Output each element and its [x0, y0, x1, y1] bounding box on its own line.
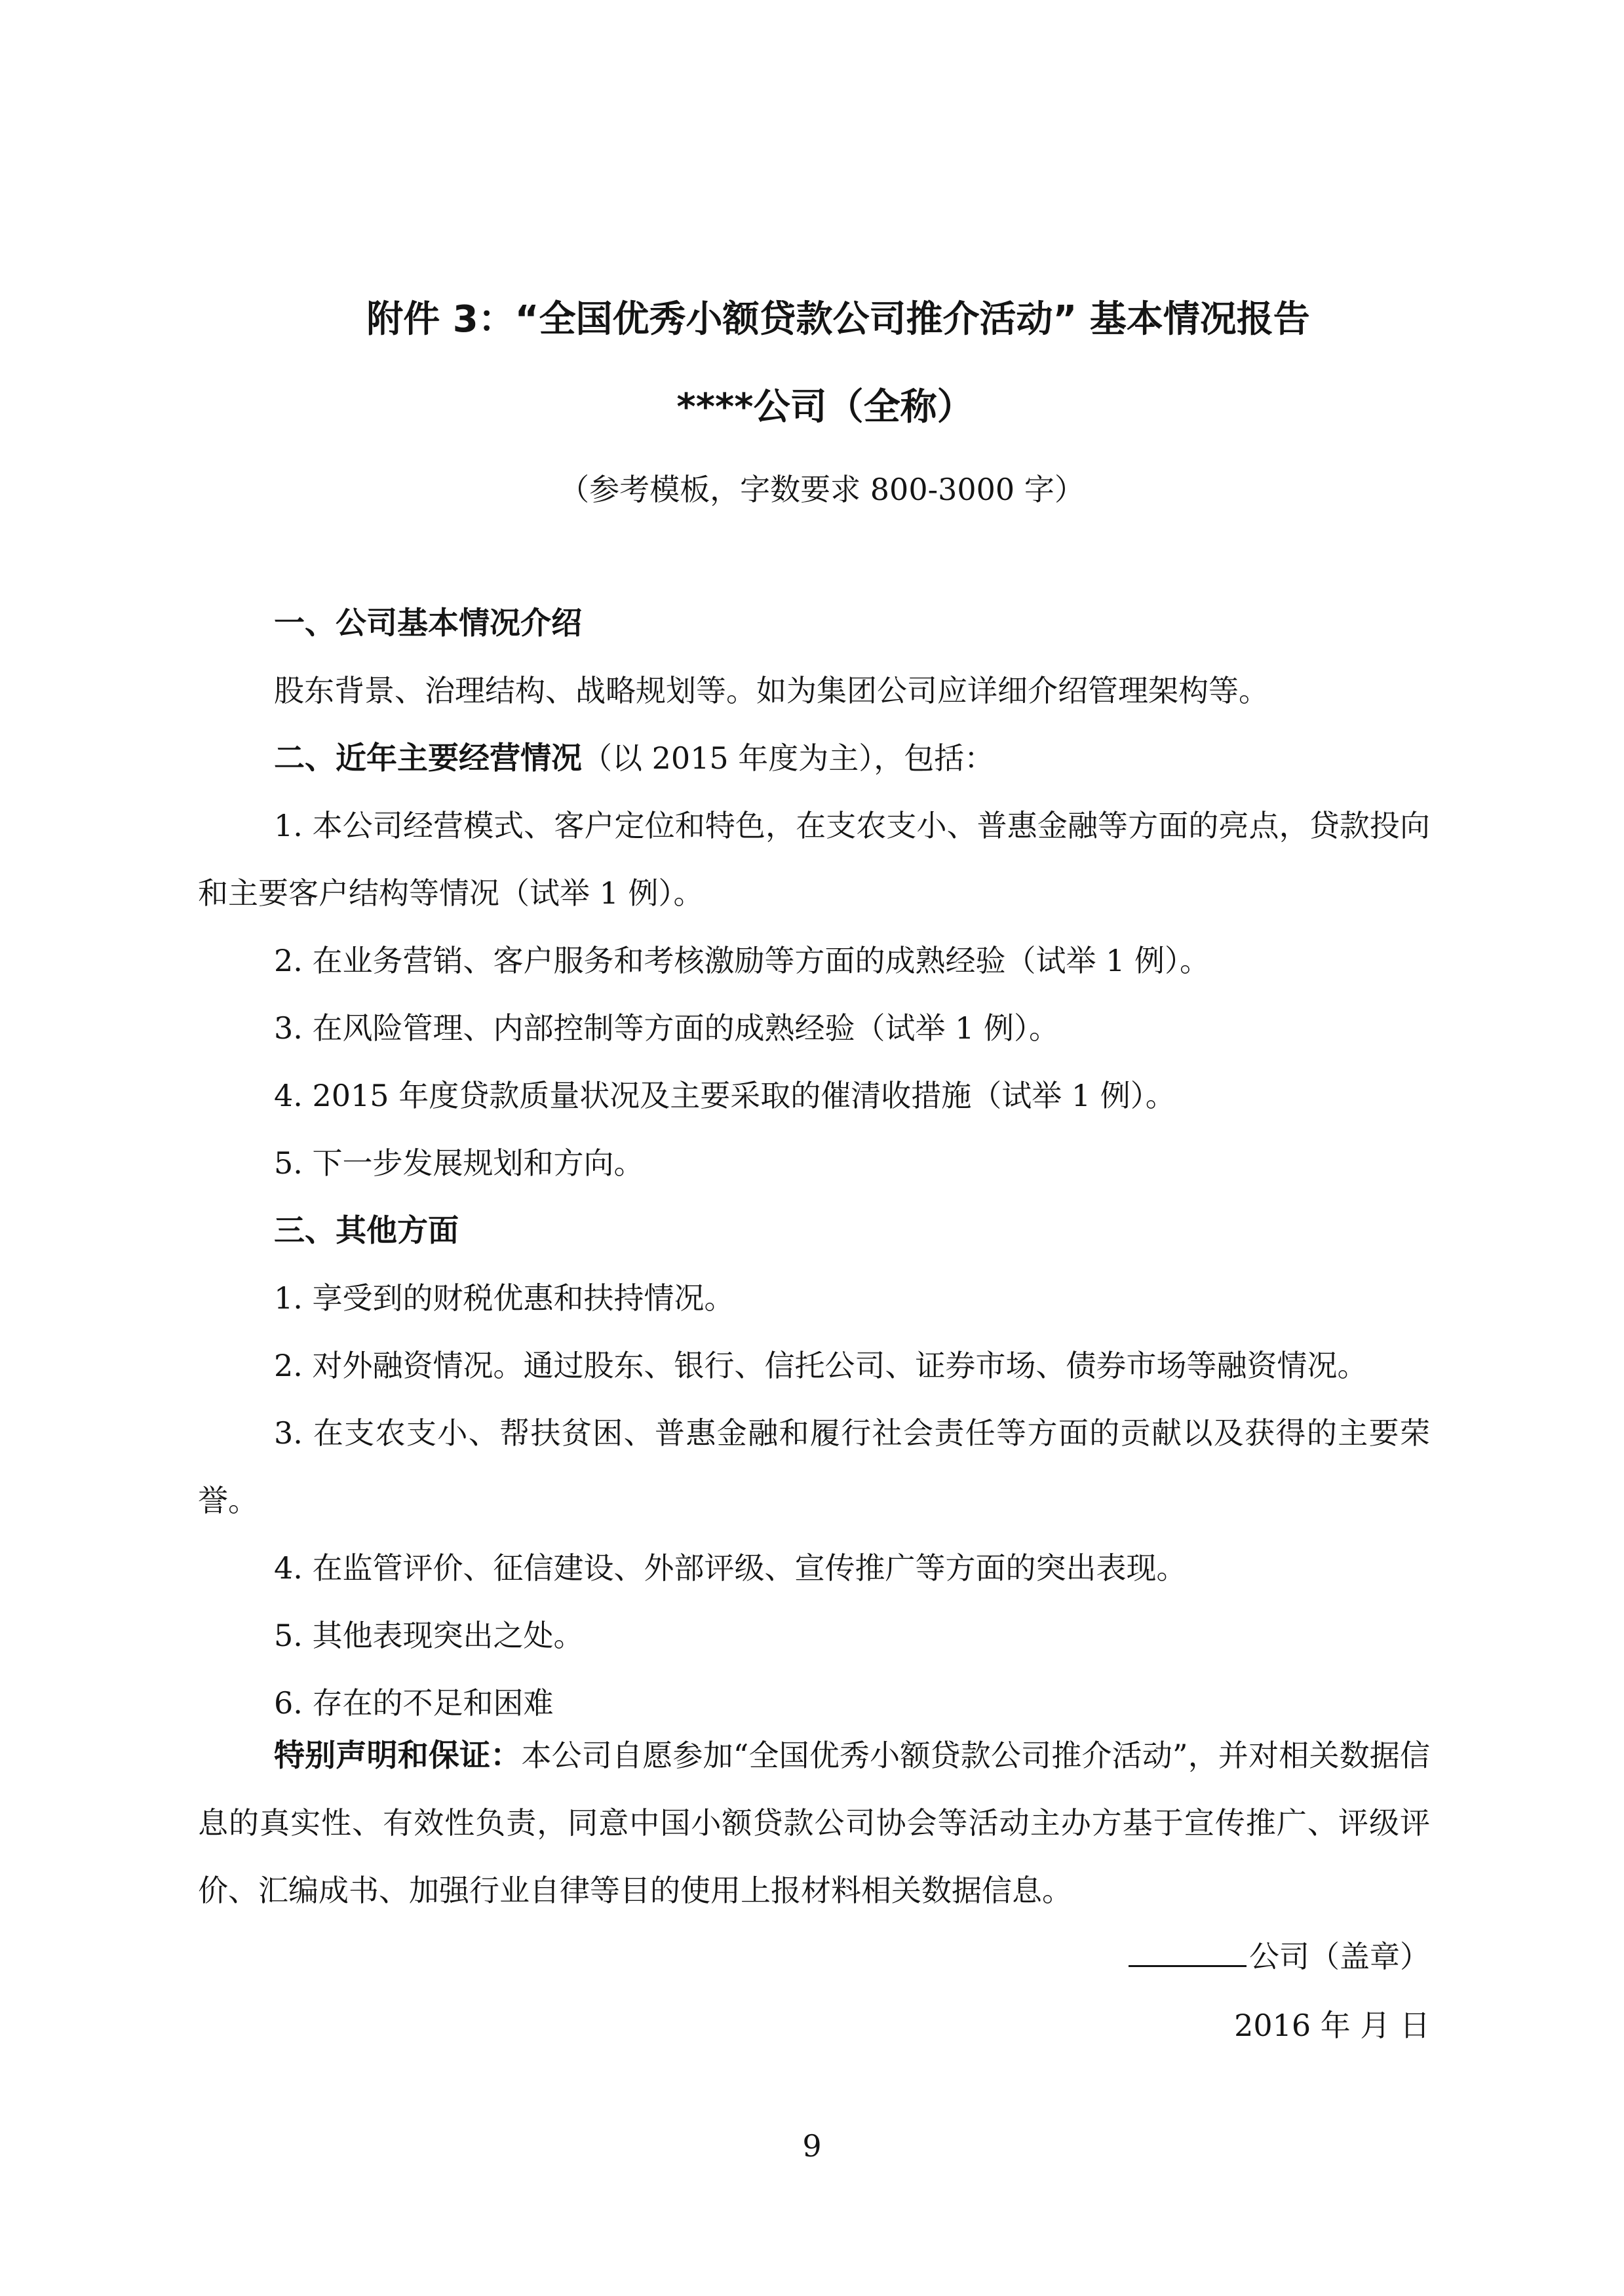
- section-heading-1: 一、公司基本情况介绍: [274, 605, 582, 641]
- list-item: 1. 本公司经营模式、客户定位和特色，在支农支小、普惠金融等方面的亮点，贷款投向和主要客户结构等情况（试举 1 例）。: [198, 808, 1430, 911]
- section-heading-2-label: 二、近年主要经营情况: [274, 740, 582, 776]
- section-heading-2: [198, 725, 1430, 792]
- company-name-blank: [1129, 1939, 1247, 1967]
- list-item: 5. 其他表现突出之处。: [274, 1618, 584, 1653]
- signature-date: 2016 年 月 日: [1234, 2008, 1430, 2043]
- list-item: 1. 享受到的财税优惠和扶持情况。: [274, 1280, 735, 1316]
- template-note: （参考模板，字数要求 800-3000 字）: [559, 472, 1085, 507]
- special-declaration: [198, 1722, 1430, 1924]
- list-item: 3. 在风险管理、内部控制等方面的成熟经验（试举 1 例）。: [274, 1010, 1060, 1046]
- list-item: 2. 对外融资情况。通过股东、银行、信托公司、证券市场、债券市场等融资情况。: [274, 1348, 1368, 1383]
- list-item: 3. 在支农支小、帮扶贫困、普惠金融和履行社会责任等方面的贡献以及获得的主要荣誉。: [198, 1415, 1430, 1518]
- section-heading-3: 三、其他方面: [274, 1213, 459, 1249]
- report-body: [198, 590, 1430, 1737]
- declaration-text: 本公司自愿参加“全国优秀小额贷款公司推介活动”，并对相关数据信息的真实性、有效性负责，同意中国小额贷款公司协会等活动主办方基于宣传推广、评级评价、汇编成书、加强行业自律等目的使用上报材料相关数据信息。: [198, 1738, 1430, 1908]
- list-item: 4. 在监管评价、征信建设、外部评级、宣传推广等方面的突出表现。: [274, 1550, 1187, 1586]
- document-title: 附件 3：“全国优秀小额贷款公司推介活动” 基本情况报告: [366, 298, 1310, 341]
- list-item: 6. 存在的不足和困难: [274, 1685, 554, 1721]
- declaration-label: 特别声明和保证：: [274, 1738, 522, 1774]
- company-name-placeholder: ****公司（全称）: [676, 386, 974, 429]
- section-heading-2-suffix: （以 2015 年度为主），包括：: [582, 740, 995, 776]
- list-item: 5. 下一步发展规划和方向。: [274, 1145, 644, 1181]
- section-1-text: 股东背景、治理结构、战略规划等。如为集团公司应详细介绍管理架构等。: [274, 673, 1269, 708]
- seal-text: 公司（盖章）: [1249, 1939, 1430, 1974]
- page-number: 9: [802, 2128, 822, 2164]
- list-item: 2. 在业务营销、客户服务和考核激励等方面的成熟经验（试举 1 例）。: [274, 943, 1210, 978]
- seal-line: [1129, 1923, 1430, 1991]
- declaration-paragraph: [198, 1722, 1430, 1924]
- list-item: 4. 2015 年度贷款质量状况及主要采取的催清收措施（试举 1 例）。: [274, 1078, 1176, 1113]
